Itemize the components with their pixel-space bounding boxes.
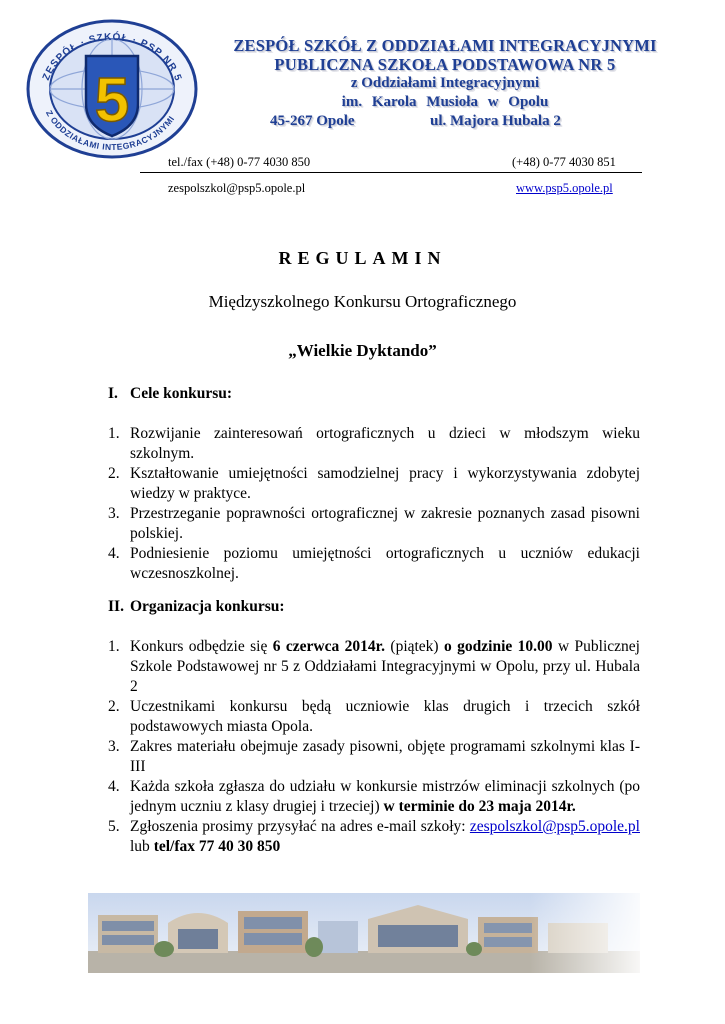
svg-text:Z ODDZIAŁAMI INTEGRACYJNYMI: Z ODDZIAŁAMI INTEGRACYJNYMI: [43, 108, 177, 153]
organization-list: [108, 637, 640, 857]
document-subtitle: Międzyszkolnego Konkursu Ortograficznego: [208, 292, 517, 311]
website-link[interactable]: www.psp5.opole.pl: [516, 181, 613, 195]
section-title: Organizacja konkursu:: [130, 598, 285, 615]
registration-email-link[interactable]: zespolszkol@psp5.opole.pl: [469, 818, 640, 835]
registration-tel-fax: tel/fax 77 40 30 850: [153, 838, 281, 855]
list-item: 4. Każda szkoła zgłasza do udziału w konkursie mistrzów eliminacji szkolnych (po jednym uczniu z klasy drugiej i trzeciej) w terminie do 23 maja 2014r.: [108, 778, 640, 815]
header-divider: [140, 172, 642, 173]
section-heading-goals: [108, 385, 232, 403]
header-postcode-city: 45-267 Opole: [270, 113, 355, 129]
list-item: 4. Podniesienie poziomu umiejętności ortograficznych u uczniów edukacji wczesnoszkolnej.: [108, 545, 640, 582]
header-integration: z Oddziałami Integracyjnymi: [350, 75, 540, 91]
contact-tel-fax: tel./fax (+48) 0-77 4030 850: [168, 155, 311, 169]
svg-text:ZESPÓŁ · SZKÓŁ · PSP NR 5: ZESPÓŁ · SZKÓŁ · PSP NR 5: [40, 31, 184, 84]
contest-name: „Wielkie Dyktando”: [288, 341, 437, 360]
header-school-complex: ZESPÓŁ SZKÓŁ Z ODDZIAŁAMI INTEGRACYJNYMI: [233, 36, 657, 55]
logo-number: 5: [94, 66, 130, 135]
list-item: 3. Zakres materiału obejmuje zasady pisowni, objęte programami szkolnymi klas I-III: [108, 738, 640, 775]
list-item: 5. Zgłoszenia prosimy przysyłać na adres e-mail szkoły: zespolszkol@psp5.opole.pl lub tel/fax 77 40 30 850: [108, 818, 640, 855]
school-building-photo: [88, 893, 640, 973]
document-title: REGULAMIN: [278, 248, 447, 268]
section-title: Cele konkursu:: [130, 385, 233, 402]
list-item: 1. Rozwijanie zainteresowań ortograficznych u dzieci w młodszym wieku szkolnym.: [108, 425, 640, 462]
goals-list: [108, 424, 640, 584]
header-patron: im. Karola Musioła w Opolu: [341, 94, 549, 110]
contest-date: 6 czerwca 2014r.: [272, 638, 385, 655]
section-number: I.: [108, 385, 118, 402]
list-item: 1. Konkurs odbędzie się 6 czerwca 2014r. (piątek) o godzinie 10.00 w Publicznej Szkole Podstawowej nr 5 z Oddziałami Integracyjnymi w Opolu, przy ul. Hubala 2: [108, 638, 640, 695]
section-number: II.: [108, 598, 124, 615]
list-item: 2. Kształtowanie umiejętności samodzielnej pracy i wykorzystywania zdobytej wiedzy w praktyce.: [108, 465, 640, 502]
contest-time: o godzinie 10.00: [444, 638, 553, 655]
registration-deadline: w terminie do 23 maja 2014r.: [383, 798, 576, 815]
header-school-name: PUBLICZNA SZKOŁA PODSTAWOWA NR 5: [274, 55, 616, 74]
contact-tel-2: (+48) 0-77 4030 851: [512, 155, 616, 169]
header-street: ul. Majora Hubala 2: [430, 113, 561, 129]
school-logo: [24, 18, 200, 160]
contact-email: zespolszkol@psp5.opole.pl: [168, 181, 306, 195]
section-heading-organization: [108, 598, 285, 616]
list-item: 2. Uczestnikami konkursu będą uczniowie klas drugich i trzecich szkół podstawowych miasta Opola.: [108, 698, 640, 735]
list-item: 3. Przestrzeganie poprawności ortograficznej w zakresie poznanych zasad pisowni polskiej.: [108, 505, 640, 542]
